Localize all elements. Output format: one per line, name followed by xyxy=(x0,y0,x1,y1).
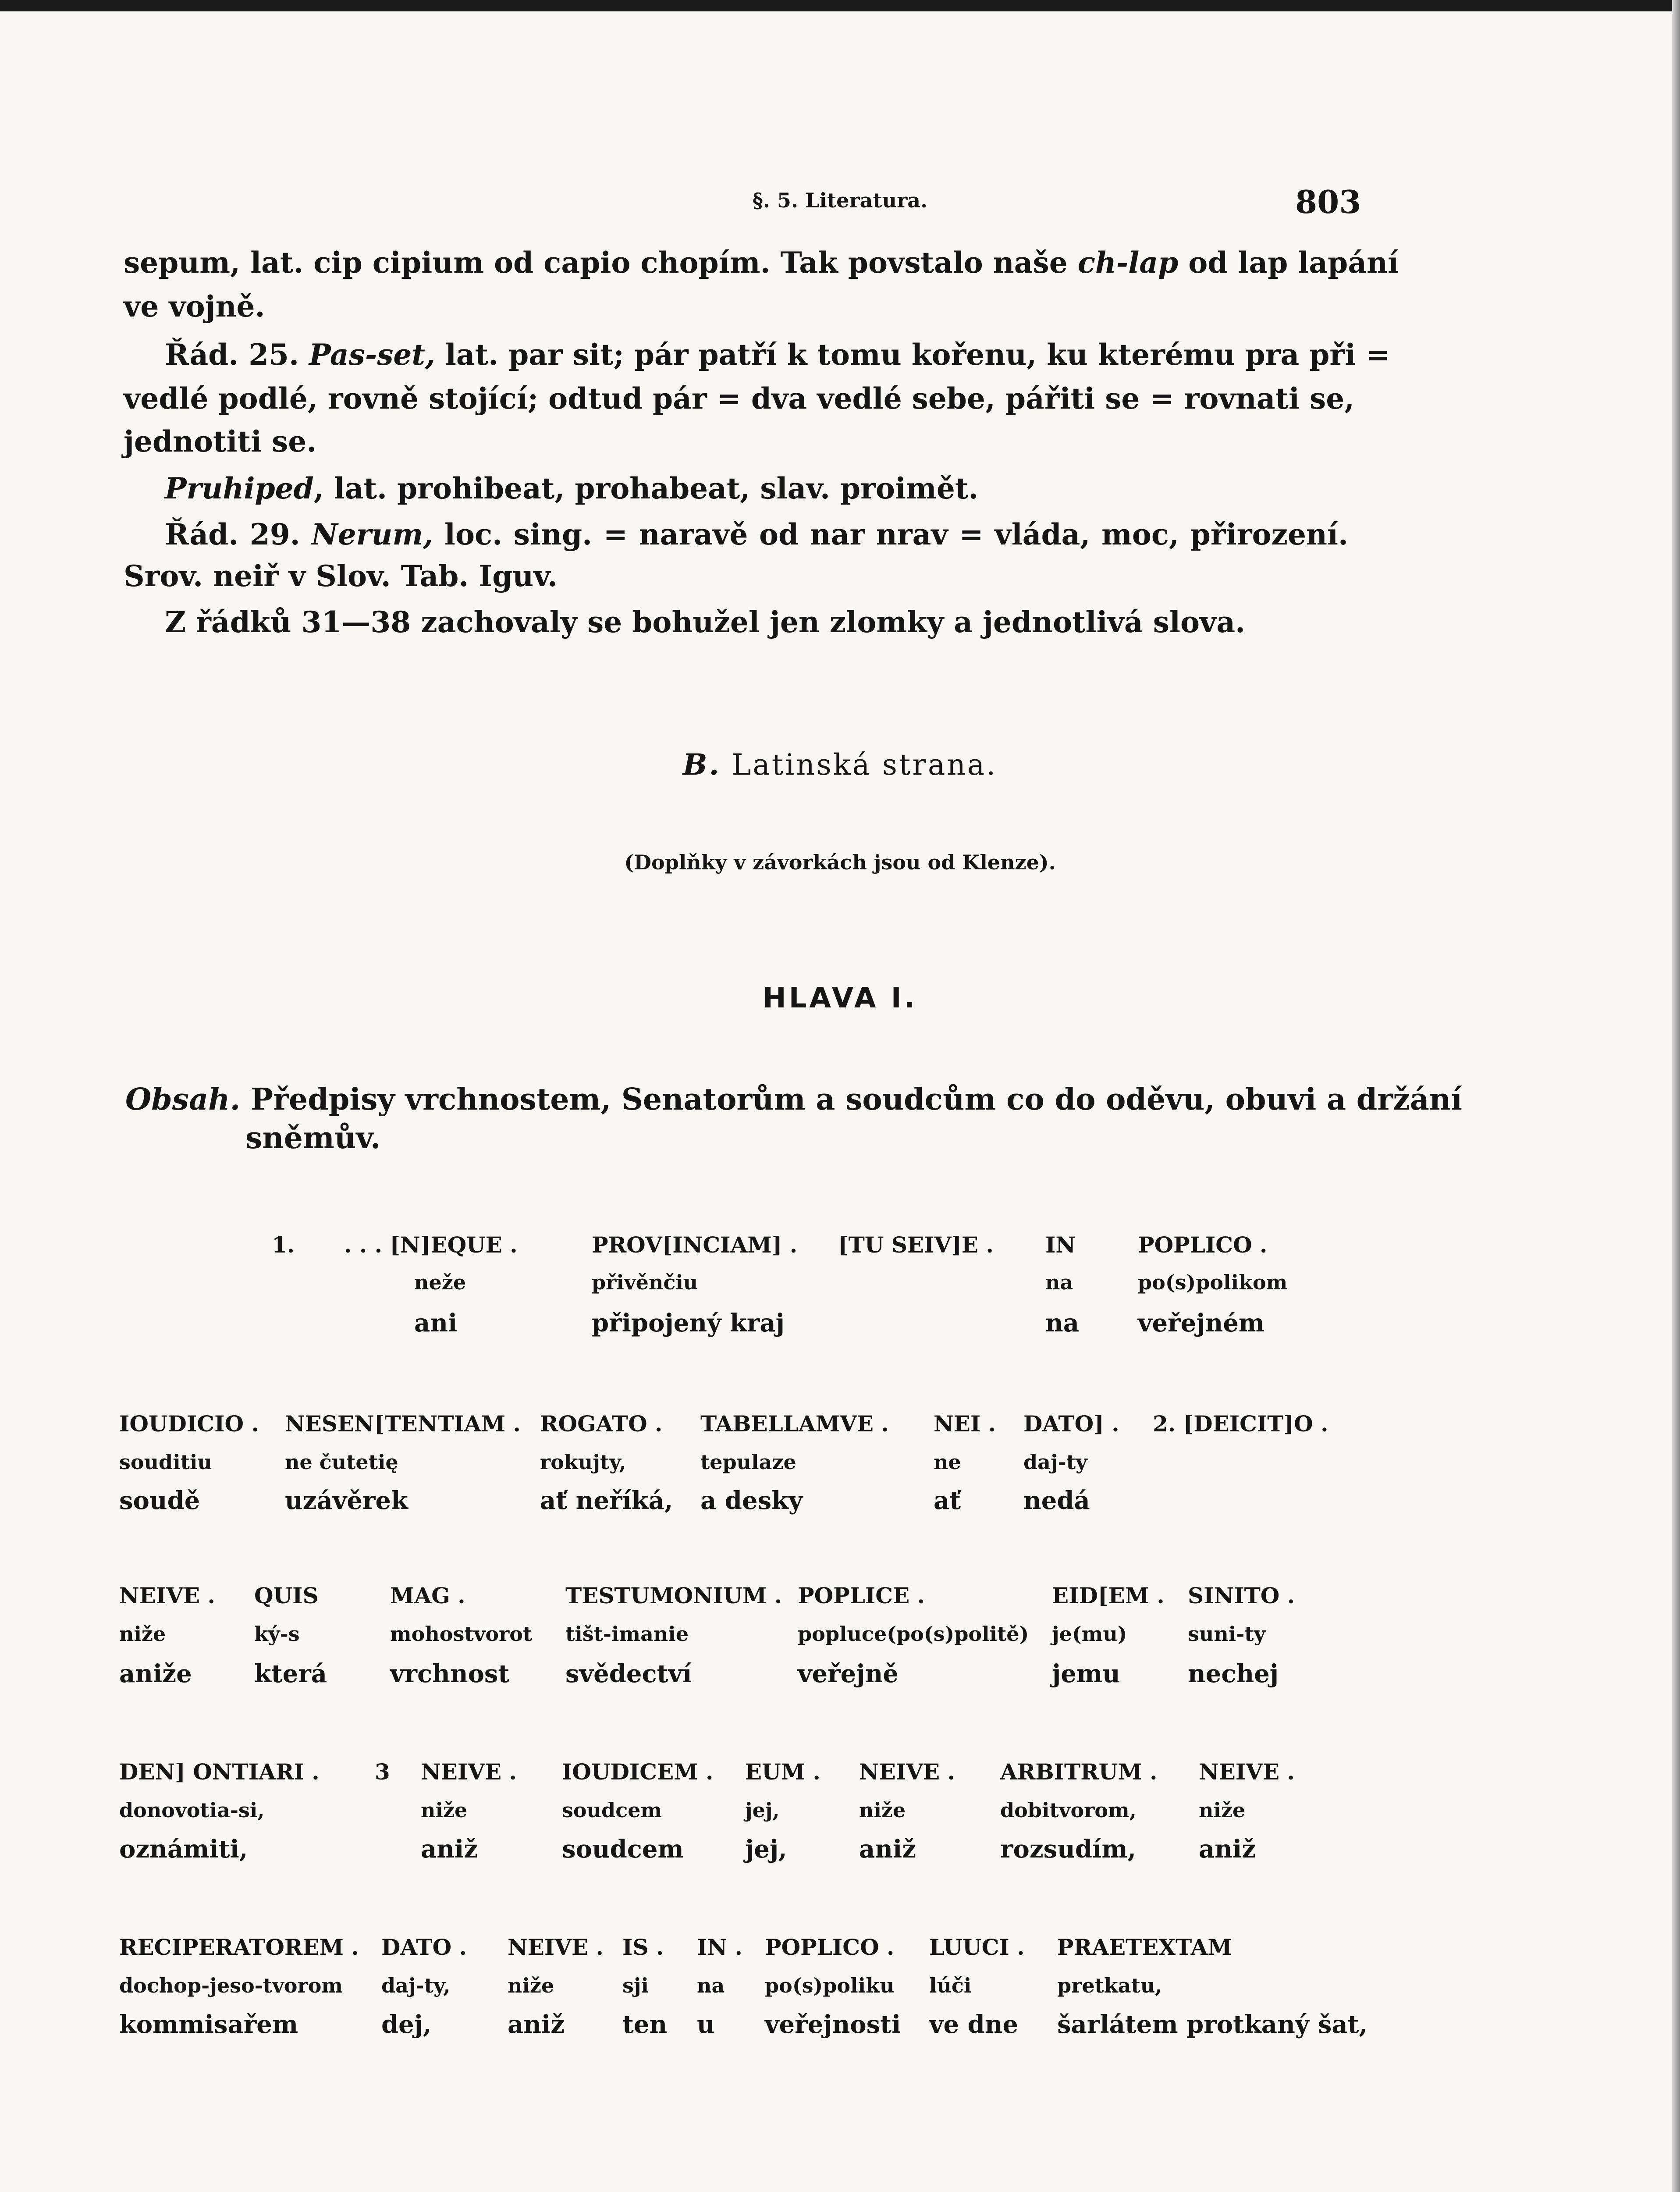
intro-line-5: jednotiti se. xyxy=(124,424,317,459)
intro-line-6-ital: Pruhiped xyxy=(165,471,314,505)
gloss-word: rokujty, xyxy=(540,1450,626,1474)
gloss-word: popluce(po(s)politě) xyxy=(798,1622,1029,1646)
intro-line-2: ve vojně. xyxy=(124,289,265,324)
czech-word: ať neříká, xyxy=(540,1486,673,1515)
obsah-text-1: Předpisy vrchnostem, Senatorům a soudcům co do oděvu, obuvi a držání xyxy=(250,1082,1463,1117)
page-number: 803 xyxy=(1295,183,1361,221)
section-title xyxy=(0,747,1680,782)
intro-line-9: Z řádků 31—38 zachovaly se bohužel jen zlomky a jednotlivá slova. xyxy=(165,605,1246,639)
latin-word: POPLICE . xyxy=(798,1583,925,1608)
gloss-word: po(s)poliku xyxy=(765,1974,895,1997)
gloss-word: tepulaze xyxy=(700,1450,796,1474)
czech-word: aniž xyxy=(421,1835,478,1864)
latin-word: LUUCI . xyxy=(929,1934,1025,1960)
latin-word: NEIVE . xyxy=(119,1583,215,1608)
czech-word: oznámiti, xyxy=(119,1835,248,1864)
latin-word: DATO] . xyxy=(1023,1411,1119,1437)
gloss-word: niže xyxy=(119,1622,166,1646)
intro-line-1 xyxy=(124,246,1399,280)
czech-word: a desky xyxy=(700,1486,803,1515)
czech-word: veřejném xyxy=(1138,1309,1265,1338)
latin-word: QUIS xyxy=(254,1583,319,1608)
section-note: (Doplňky v závorkách jsou od Klenze). xyxy=(624,850,1056,874)
gloss-word: niže xyxy=(508,1974,554,1997)
czech-word: svědectví xyxy=(565,1659,692,1688)
gloss-word: přivěnčiu xyxy=(592,1270,698,1294)
czech-word: rozsudím, xyxy=(1000,1835,1137,1864)
gloss-word: daj-ty xyxy=(1023,1450,1087,1474)
czech-word: uzávěrek xyxy=(285,1486,408,1515)
intro-line-4: vedlé podlé, rovně stojící; odtud pár = dva vedlé sebe, pářiti se = rovnati se, xyxy=(124,381,1355,416)
gloss-word: daj-ty, xyxy=(381,1974,451,1997)
gloss-word: neže xyxy=(414,1270,466,1294)
czech-word: vrchnost xyxy=(390,1659,510,1688)
gloss-word: ne čutetię xyxy=(285,1450,398,1474)
latin-word: SINITO . xyxy=(1188,1583,1295,1608)
intro-line-1-a: sepum, lat. cip cipium od capio chopím. Tak povstalo naše xyxy=(124,246,1068,280)
latin-word: . . . [N]EQUE . xyxy=(344,1232,518,1258)
gloss-word: niže xyxy=(421,1798,468,1822)
latin-word: RECIPERATOREM . xyxy=(119,1934,359,1960)
czech-word: u xyxy=(697,2010,715,2039)
latin-word: TABELLAMVE . xyxy=(700,1411,889,1437)
latin-word: IOUDICEM . xyxy=(562,1759,714,1785)
latin-word: PRAETEXTAM xyxy=(1057,1934,1232,1960)
section-letter: B. xyxy=(682,747,721,782)
latin-word: EUM . xyxy=(745,1759,820,1785)
czech-word: ani xyxy=(414,1309,458,1338)
czech-word: šarlátem protkaný šat, xyxy=(1057,2010,1368,2039)
czech-word: nedá xyxy=(1023,1486,1090,1515)
latin-word: POPLICO . xyxy=(1138,1232,1268,1258)
chapter-heading: HLAVA I. xyxy=(763,982,917,1014)
czech-word: aniž xyxy=(859,1835,916,1864)
gloss-word: donovotia-si, xyxy=(119,1798,265,1822)
latin-word: NEIVE . xyxy=(421,1759,517,1785)
latin-word: NEIVE . xyxy=(859,1759,955,1785)
czech-word: nechej xyxy=(1188,1659,1279,1688)
latin-word: POPLICO . xyxy=(765,1934,895,1960)
latin-word: 1. xyxy=(272,1232,295,1258)
gloss-word: na xyxy=(1045,1270,1073,1294)
gloss-word: dobitvorom, xyxy=(1000,1798,1137,1822)
czech-word: soudě xyxy=(119,1486,200,1515)
intro-line-3 xyxy=(165,338,1390,372)
latin-word: PROV[INCIAM] . xyxy=(592,1232,798,1258)
intro-line-6-rest: , lat. prohibeat, prohabeat, slav. proimět. xyxy=(313,471,979,505)
intro-line-1-ital: ch-lap xyxy=(1077,246,1179,280)
obsah-label: Obsah. xyxy=(125,1082,241,1117)
latin-word: IN . xyxy=(697,1934,742,1960)
latin-word: IOUDICIO . xyxy=(119,1411,259,1437)
gloss-word: mohostvorot xyxy=(390,1622,533,1646)
latin-word: DATO . xyxy=(381,1934,467,1960)
obsah-line-1 xyxy=(125,1078,1463,1121)
gloss-word: niže xyxy=(859,1798,906,1822)
scan-right-edge xyxy=(1672,0,1680,2192)
czech-word: aniže xyxy=(119,1659,192,1688)
running-title: §. 5. Literatura. xyxy=(752,189,928,212)
czech-word: jemu xyxy=(1052,1659,1120,1688)
czech-word: ve dne xyxy=(929,2010,1019,2039)
latin-word: 3 xyxy=(375,1759,390,1785)
gloss-word: soudcem xyxy=(562,1798,662,1822)
czech-word: jej, xyxy=(745,1835,787,1864)
latin-word: [TU SEIV]E . xyxy=(838,1232,994,1258)
czech-word: veřejnosti xyxy=(765,2010,901,2039)
intro-line-3-ital: Pas-set, xyxy=(309,338,435,372)
czech-word: soudcem xyxy=(562,1835,684,1864)
czech-word: aniž xyxy=(508,2010,565,2039)
gloss-word: suni-ty xyxy=(1188,1622,1266,1646)
latin-word: NEIVE . xyxy=(1199,1759,1295,1785)
gloss-word: je(mu) xyxy=(1052,1622,1127,1646)
scan-top-edge xyxy=(0,0,1680,11)
intro-line-7-ital: Nerum, xyxy=(311,517,433,552)
gloss-word: ký-s xyxy=(254,1622,300,1646)
intro-line-3-a: Řád. 25. xyxy=(165,338,299,372)
gloss-word: niže xyxy=(1199,1798,1246,1822)
gloss-word: lúči xyxy=(929,1974,972,1997)
latin-word: NEIVE . xyxy=(508,1934,604,1960)
czech-word: připojený kraj xyxy=(592,1309,785,1338)
czech-word: kommisařem xyxy=(119,2010,298,2039)
intro-line-3-b: lat. par sit; pár patří k tomu kořenu, ku kterému pra při = xyxy=(445,338,1390,372)
latin-word: DEN] ONTIARI . xyxy=(119,1759,320,1785)
gloss-word: jej, xyxy=(745,1798,780,1822)
gloss-word: pretkatu, xyxy=(1057,1974,1162,1997)
latin-word: 2. [DEICIT]O . xyxy=(1153,1411,1328,1437)
latin-word: ARBITRUM . xyxy=(1000,1759,1158,1785)
czech-word: ten xyxy=(622,2010,668,2039)
czech-word: ať xyxy=(934,1486,961,1515)
intro-line-8: Srov. neiř v Slov. Tab. Iguv. xyxy=(124,559,558,593)
czech-word: dej, xyxy=(381,2010,432,2039)
czech-word: na xyxy=(1045,1309,1079,1338)
gloss-word: tišt-imanie xyxy=(565,1622,689,1646)
intro-line-6 xyxy=(165,471,978,505)
latin-word: NEI . xyxy=(934,1411,996,1437)
intro-line-7-a: Řád. 29. xyxy=(165,517,300,552)
latin-word: ROGATO . xyxy=(540,1411,663,1437)
latin-word: IN xyxy=(1045,1232,1076,1258)
intro-line-7 xyxy=(165,517,1348,552)
czech-word: aniž xyxy=(1199,1835,1256,1864)
obsah-line-2: sněmův. xyxy=(245,1121,381,1156)
intro-line-7-b: loc. sing. = naravě od nar nrav = vláda, moc, přirození. xyxy=(444,517,1348,552)
gloss-word: po(s)polikom xyxy=(1138,1270,1288,1294)
section-title-text: Latinská strana. xyxy=(732,748,998,782)
latin-word: MAG . xyxy=(390,1583,465,1608)
gloss-word: souditiu xyxy=(119,1450,212,1474)
latin-word: NESEN[TENTIAM . xyxy=(285,1411,521,1437)
gloss-word: ne xyxy=(934,1450,961,1474)
latin-word: EID[EM . xyxy=(1052,1583,1165,1608)
latin-word: TESTUMONIUM . xyxy=(565,1583,782,1608)
gloss-word: sji xyxy=(622,1974,649,1997)
czech-word: veřejně xyxy=(798,1659,899,1688)
czech-word: která xyxy=(254,1659,327,1688)
latin-word: IS . xyxy=(622,1934,664,1960)
gloss-word: na xyxy=(697,1974,725,1997)
gloss-word: dochop-jeso-tvorom xyxy=(119,1974,343,1997)
intro-line-1-b: od lap lapání xyxy=(1188,246,1399,280)
